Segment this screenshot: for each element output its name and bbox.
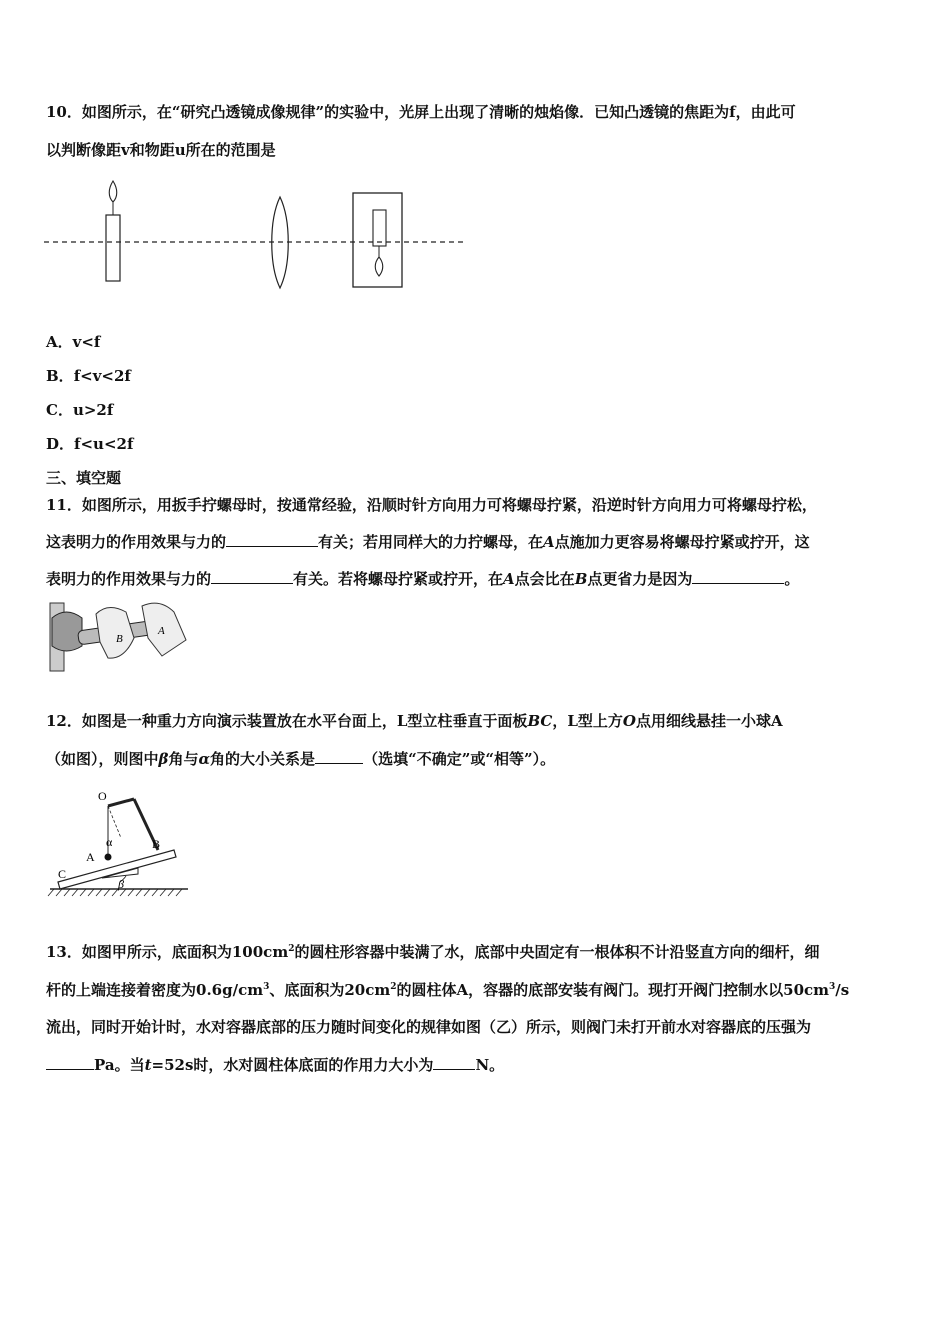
label-beta: β [118,877,124,891]
q10-option-c: C．u>2f [46,401,114,419]
q11-line-3: 表明力的作用效果与力的 有关。若将螺母拧紧或拧开，在A点会比在B点更省力是因为 。 [46,570,800,588]
q10-option-d: D．f<u<2f [46,435,134,453]
table-hatching [48,889,182,896]
gravity-demo-figure [46,786,196,898]
label-b: B [116,633,123,645]
label-c: C [58,867,67,881]
board-bc [58,850,176,889]
q11-blank-1 [226,532,318,547]
q12-line-2: （如图），则图中β角与α角的大小关系是 （选填“不确定”或“相等”）。 [46,750,556,768]
label-alpha: α [106,835,113,849]
ball-a [105,854,112,861]
column-normal-dashed [108,806,121,838]
q13-line-2: 杆的上端连接着密度为$0.6g/cm^3$、底面积为$20cm^2$的圆柱体A，容器的底部安装有阀门。现打开阀门控制水以$50cm^3/s$ [46,981,850,999]
q10-line-1: 10．如图所示，在“研究凸透镜成像规律”的实验中，光屏上出现了清晰的烛焰像．已知凸透镜的焦距为f，由此可 [46,103,796,121]
section-title: 三、填空题 [46,469,122,487]
l-top-arm [108,799,134,806]
candle-flame-icon [109,181,117,202]
wrench-figure [48,598,193,678]
q10-option-b: B．f<v<2f [46,367,131,385]
q12-line-1: 12．如图是一种重力方向演示装置放在水平台面上，L型立柱垂直于面板BC，L型上方O点用细线悬挂一小球A [46,712,783,730]
q10-option-a: A．v<f [46,333,101,351]
q13-line-1: 13．如图甲所示，底面积为$100cm^2$的圆柱形容器中装满了水，底部中央固定有一根体积不计沿竖直方向的细杆，细 [46,943,820,961]
light-screen [353,193,402,287]
q12-blank [315,749,363,764]
q13-line-4: Pa。当t=52s时，水对圆柱体底面的作用力大小为 N。 [46,1055,504,1075]
q11-blank-2 [211,569,293,584]
label-a: A [158,625,165,637]
q11-blank-3 [692,569,784,584]
candle-lens-screen-figure [40,175,470,295]
q10-line-2: 以判断像距v和物距u所在的范围是 [46,141,276,159]
q11-line-2: 这表明力的作用效果与力的 有关；若用同样大的力拧螺母，在A点施加力更容易将螺母拧紧或拧开，这 [46,533,810,551]
q13-blank-1 [46,1055,94,1070]
inverted-flame-icon [375,257,383,276]
label-o: O [98,789,107,803]
label-a: A [86,850,95,864]
q13-line-3: 流出，同时开始计时，水对容器底部的压力随时间变化的规律如图（乙）所示，则阀门未打开前水对容器底的压强为 [46,1018,812,1036]
q13-blank-2 [433,1055,475,1070]
q11-line-1: 11．如图所示，用扳手拧螺母时，按通常经验，沿顺时针方向用力可将螺母拧紧，沿逆时针方向用力可将螺母拧松， [46,496,817,514]
candle-body [106,215,120,281]
screen-image-candle [373,210,386,246]
label-b: B [152,837,161,851]
wrench-head [52,612,82,651]
hand-b-icon [96,607,134,658]
